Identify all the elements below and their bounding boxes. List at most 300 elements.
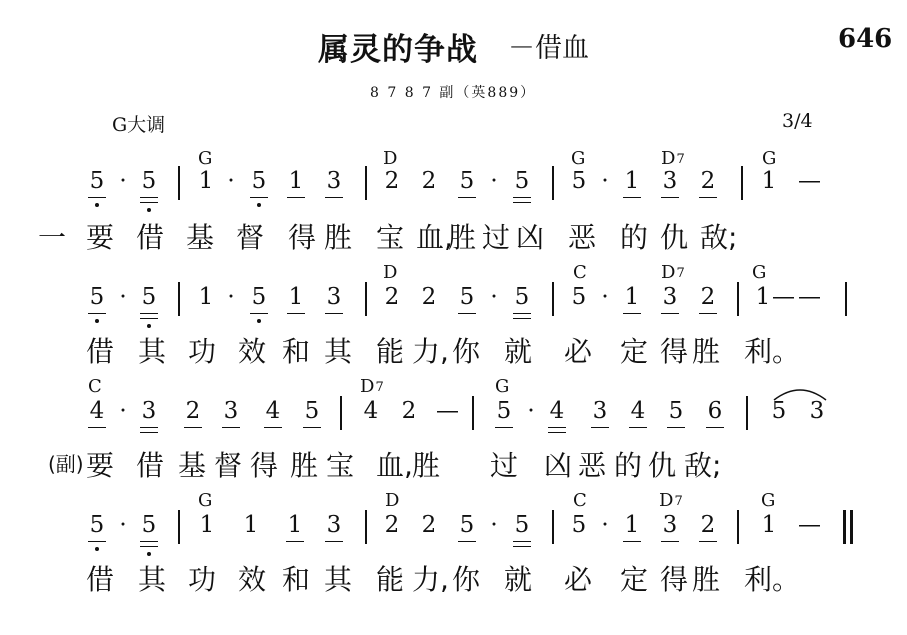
- note: [458, 512, 476, 538]
- chord-symbol: G: [752, 262, 767, 283]
- note-glyph: 2: [700, 168, 716, 194]
- note: [197, 168, 215, 194]
- lyric-syllable: 胜: [412, 449, 441, 482]
- underline: [88, 541, 106, 542]
- note-glyph: 5: [304, 398, 320, 424]
- lyric-syllable: 基: [186, 221, 215, 254]
- lyric-syllable: 督: [214, 449, 243, 482]
- underline: [303, 427, 321, 428]
- lyric-syllable: 得: [660, 335, 689, 368]
- lyric-syllable: 血,: [416, 221, 453, 254]
- note-glyph: 2: [384, 284, 400, 310]
- barline: [365, 282, 367, 316]
- chord-symbol: C: [573, 262, 587, 283]
- underline: [699, 197, 717, 198]
- underline: [629, 427, 647, 428]
- lyric-syllable: 效: [238, 563, 267, 596]
- augmentation-dot: [116, 398, 130, 424]
- underline: [140, 546, 158, 547]
- lyric-syllable: 得: [288, 221, 317, 254]
- chord-symbol: C: [88, 376, 102, 397]
- note: [325, 512, 343, 538]
- augmentation-dot: [487, 168, 501, 194]
- note-glyph: ·: [527, 398, 535, 424]
- note-glyph: ·: [601, 168, 609, 194]
- barline: [178, 510, 180, 544]
- lyric-syllable: 就: [504, 335, 533, 368]
- underline: [495, 427, 513, 428]
- lyric-syllable: 能: [376, 335, 405, 368]
- underline: [513, 546, 531, 547]
- underline: [548, 432, 566, 433]
- note: [88, 284, 106, 310]
- note: [760, 512, 778, 538]
- augmentation-dot: [598, 168, 612, 194]
- barline: [365, 166, 367, 200]
- extension-dash: [798, 512, 821, 538]
- underline: [250, 197, 268, 198]
- note: [140, 398, 158, 424]
- barline: [552, 166, 554, 200]
- final-barline: [843, 510, 846, 544]
- note-glyph: 4: [363, 398, 379, 424]
- extension-dash: [772, 284, 795, 310]
- note-glyph: —: [798, 512, 821, 538]
- note-glyph: 1: [761, 512, 777, 538]
- note: [570, 284, 588, 310]
- lyric-syllable: 其: [138, 563, 167, 596]
- underline: [591, 427, 609, 428]
- lyric-syllable: 仇: [648, 449, 677, 482]
- lyric-syllable: 和: [282, 563, 311, 596]
- chord-symbol: D: [385, 490, 400, 511]
- note-glyph: ·: [119, 168, 127, 194]
- note-glyph: 5: [89, 284, 105, 310]
- refrain-marker: (副): [48, 452, 84, 476]
- lyric-syllable: 定: [620, 335, 649, 368]
- underline: [140, 202, 158, 203]
- note: [699, 284, 717, 310]
- note-glyph: 5: [89, 168, 105, 194]
- note-glyph: 3: [662, 512, 678, 538]
- lyric-syllable: 借: [86, 335, 115, 368]
- note: [623, 512, 641, 538]
- augmentation-dot: [224, 168, 238, 194]
- lyric-syllable: 督: [236, 221, 265, 254]
- underline: [513, 197, 531, 198]
- lyric-syllable: 仇: [660, 221, 689, 254]
- note: [287, 284, 305, 310]
- note: [140, 168, 158, 194]
- barline: [737, 510, 739, 544]
- note-glyph: 1: [624, 512, 640, 538]
- note-glyph: 5: [514, 284, 530, 310]
- note: [383, 168, 401, 194]
- chord-extension: 7: [674, 494, 683, 509]
- note-glyph: 1: [198, 284, 214, 310]
- underline: [548, 427, 566, 428]
- note: [250, 168, 268, 194]
- lyric-syllable: 的: [620, 221, 649, 254]
- note-glyph: ·: [119, 284, 127, 310]
- lyric-syllable: 借: [86, 563, 115, 596]
- lyric-syllable: 其: [324, 335, 353, 368]
- barline: [178, 282, 180, 316]
- underline: [88, 427, 106, 428]
- note: [88, 512, 106, 538]
- note: [250, 284, 268, 310]
- note: [383, 284, 401, 310]
- note-glyph: 1: [199, 512, 215, 538]
- lower-octave-dot: [257, 319, 261, 323]
- augmentation-dot: [487, 512, 501, 538]
- note-glyph: —: [798, 284, 821, 310]
- underline: [699, 313, 717, 314]
- note-glyph: ·: [601, 512, 609, 538]
- chord-symbol: $D_7$: [661, 148, 685, 169]
- lyric-syllable: 宝: [326, 449, 355, 482]
- lower-octave-dot: [147, 552, 151, 556]
- note-glyph: 5: [251, 284, 267, 310]
- note: [286, 512, 304, 538]
- note: [570, 512, 588, 538]
- note: [661, 284, 679, 310]
- note-glyph: 3: [223, 398, 239, 424]
- lyric-syllable: 胜: [324, 221, 353, 254]
- note-glyph: 2: [700, 512, 716, 538]
- note-glyph: ·: [227, 168, 235, 194]
- underline: [513, 318, 531, 319]
- note-glyph: 1: [287, 512, 303, 538]
- augmentation-dot: [598, 284, 612, 310]
- meter-line: 8 7 8 7 副（英889）: [370, 85, 537, 101]
- chord-symbol: $D_7$: [659, 490, 683, 511]
- note: [88, 398, 106, 424]
- augmentation-dot: [487, 284, 501, 310]
- underline: [661, 197, 679, 198]
- note-glyph: 5: [141, 284, 157, 310]
- note: [197, 284, 215, 310]
- hymn-subtitle: －借血: [508, 33, 589, 64]
- barline: [178, 166, 180, 200]
- chord-symbol: G: [761, 490, 776, 511]
- lyric-syllable: 敌;: [684, 449, 722, 482]
- chord-symbol: G: [198, 490, 213, 511]
- note-glyph: 5: [141, 512, 157, 538]
- note: [184, 398, 202, 424]
- note: [629, 398, 647, 424]
- lyric-syllable: 利。: [744, 563, 801, 596]
- note: [362, 398, 380, 424]
- underline: [513, 202, 531, 203]
- note-glyph: 5: [251, 168, 267, 194]
- underline: [287, 197, 305, 198]
- extension-dash: [798, 168, 821, 194]
- note-glyph: ·: [490, 168, 498, 194]
- note: [760, 168, 778, 194]
- hymn-number: 646: [838, 24, 893, 54]
- note-glyph: 3: [326, 512, 342, 538]
- barline: [552, 510, 554, 544]
- chord-symbol: G: [571, 148, 586, 169]
- note-glyph: 1: [755, 284, 771, 310]
- note: [222, 398, 240, 424]
- lyric-syllable: 胜: [692, 563, 721, 596]
- lyric-syllable: 过: [490, 449, 519, 482]
- lyric-syllable: 和: [282, 335, 311, 368]
- note-glyph: 6: [707, 398, 723, 424]
- lyric-syllable: 你: [452, 563, 481, 596]
- augmentation-dot: [116, 168, 130, 194]
- note: [513, 512, 531, 538]
- underline: [661, 313, 679, 314]
- note-glyph: 1: [288, 284, 304, 310]
- note-glyph: 5: [571, 284, 587, 310]
- final-barline: [850, 510, 853, 544]
- note: [513, 168, 531, 194]
- underline: [184, 427, 202, 428]
- note-glyph: 3: [326, 284, 342, 310]
- lyric-syllable: 过: [482, 221, 511, 254]
- note-glyph: ·: [490, 284, 498, 310]
- underline: [140, 432, 158, 433]
- chord-symbol: G: [762, 148, 777, 169]
- chord-symbol: G: [198, 148, 213, 169]
- lyric-syllable: 必: [564, 335, 593, 368]
- note: [699, 512, 717, 538]
- note-glyph: 5: [459, 512, 475, 538]
- note: [287, 168, 305, 194]
- note-glyph: 3: [141, 398, 157, 424]
- underline: [140, 197, 158, 198]
- underline: [140, 427, 158, 428]
- extension-dash: [436, 398, 459, 424]
- underline: [325, 197, 343, 198]
- underline: [513, 541, 531, 542]
- underline: [458, 313, 476, 314]
- lyric-syllable: 效: [238, 335, 267, 368]
- barline: [365, 510, 367, 544]
- time-signature: 3/4: [782, 110, 813, 132]
- note-glyph: 4: [265, 398, 281, 424]
- extension-dash: [798, 284, 821, 310]
- chord-symbol: G: [495, 376, 510, 397]
- note-glyph: 3: [809, 398, 825, 424]
- lyric-syllable: 要: [86, 449, 115, 482]
- underline: [458, 197, 476, 198]
- note: [458, 168, 476, 194]
- chord-extension: 7: [375, 380, 384, 395]
- note-glyph: 2: [384, 512, 400, 538]
- lyric-syllable: 就: [504, 563, 533, 596]
- underline: [623, 541, 641, 542]
- key-signature: G大调: [112, 114, 166, 136]
- note-glyph: 1: [288, 168, 304, 194]
- lyric-syllable: 功: [188, 335, 217, 368]
- note-glyph: 2: [421, 284, 437, 310]
- underline: [661, 541, 679, 542]
- note-glyph: —: [436, 398, 459, 424]
- note: [623, 284, 641, 310]
- underline: [88, 197, 106, 198]
- note-glyph: ·: [490, 512, 498, 538]
- underline: [458, 541, 476, 542]
- note-glyph: ·: [119, 398, 127, 424]
- lyric-syllable: 其: [324, 563, 353, 596]
- slur: [770, 384, 830, 404]
- note-glyph: —: [772, 284, 795, 310]
- barline: [746, 396, 748, 430]
- note-glyph: ·: [227, 284, 235, 310]
- lyric-syllable: 功: [188, 563, 217, 596]
- lyric-syllable: 借: [136, 449, 165, 482]
- chord-extension: 7: [676, 266, 685, 281]
- lyric-syllable: 基: [178, 449, 207, 482]
- underline: [140, 313, 158, 314]
- note-glyph: 2: [700, 284, 716, 310]
- lyric-syllable: 力,: [412, 563, 449, 596]
- chord-extension: 7: [676, 152, 685, 167]
- note: [706, 398, 724, 424]
- lyric-syllable: 的: [614, 449, 643, 482]
- underline: [623, 197, 641, 198]
- note: [667, 398, 685, 424]
- note-glyph: 5: [141, 168, 157, 194]
- underline: [513, 313, 531, 314]
- note: [383, 512, 401, 538]
- note-glyph: 2: [421, 512, 437, 538]
- note-glyph: 1: [624, 284, 640, 310]
- note-glyph: 4: [630, 398, 646, 424]
- note-glyph: 5: [571, 512, 587, 538]
- underline: [264, 427, 282, 428]
- lyric-syllable: 宝: [376, 221, 405, 254]
- lower-octave-dot: [147, 324, 151, 328]
- note-glyph: 3: [592, 398, 608, 424]
- note-glyph: 5: [514, 168, 530, 194]
- chord-symbol: $D_7$: [661, 262, 685, 283]
- note: [420, 168, 438, 194]
- note-glyph: ·: [601, 284, 609, 310]
- lyric-syllable: 利。: [744, 335, 801, 368]
- note: [570, 168, 588, 194]
- note: [198, 512, 216, 538]
- lyric-syllable: 敌;: [700, 221, 738, 254]
- note-glyph: 2: [384, 168, 400, 194]
- underline: [250, 313, 268, 314]
- lower-octave-dot: [95, 203, 99, 207]
- barline: [845, 282, 847, 316]
- note-glyph: ·: [119, 512, 127, 538]
- lower-octave-dot: [147, 208, 151, 212]
- underline: [140, 541, 158, 542]
- lyric-syllable: 能: [376, 563, 405, 596]
- lyric-syllable: 得: [660, 563, 689, 596]
- barline: [340, 396, 342, 430]
- lyric-syllable: 胜: [448, 221, 477, 254]
- lyric-syllable: 恶: [568, 221, 597, 254]
- augmentation-dot: [116, 512, 130, 538]
- notation-line: [0, 168, 907, 208]
- lyric-syllable: 借: [136, 221, 165, 254]
- note-glyph: 5: [496, 398, 512, 424]
- note-glyph: 5: [89, 512, 105, 538]
- note: [140, 284, 158, 310]
- note-glyph: 5: [514, 512, 530, 538]
- note: [548, 398, 566, 424]
- lower-octave-dot: [257, 203, 261, 207]
- note: [661, 512, 679, 538]
- lyric-syllable: 凶: [544, 449, 573, 482]
- note-glyph: 2: [401, 398, 417, 424]
- chord-symbol: $D_7$: [360, 376, 384, 397]
- note: [140, 512, 158, 538]
- note-glyph: 5: [668, 398, 684, 424]
- lyric-syllable: 恶: [578, 449, 607, 482]
- note-glyph: 4: [549, 398, 565, 424]
- lower-octave-dot: [95, 319, 99, 323]
- note-glyph: 5: [459, 284, 475, 310]
- note: [303, 398, 321, 424]
- note: [88, 168, 106, 194]
- note-glyph: 3: [662, 168, 678, 194]
- underline: [325, 541, 343, 542]
- note: [264, 398, 282, 424]
- barline: [472, 396, 474, 430]
- lyric-syllable: 你: [452, 335, 481, 368]
- underline: [699, 541, 717, 542]
- note: [400, 398, 418, 424]
- note-glyph: 5: [771, 398, 787, 424]
- barline: [737, 282, 739, 316]
- note-glyph: 5: [459, 168, 475, 194]
- note-glyph: 1: [198, 168, 214, 194]
- chord-symbol: C: [573, 490, 587, 511]
- underline: [325, 313, 343, 314]
- barline: [552, 282, 554, 316]
- underline: [706, 427, 724, 428]
- note-glyph: 2: [185, 398, 201, 424]
- note: [420, 284, 438, 310]
- notation-line: [0, 284, 907, 324]
- underline: [88, 313, 106, 314]
- note: [699, 168, 717, 194]
- notation-line: [0, 398, 907, 438]
- lower-octave-dot: [95, 547, 99, 551]
- lyric-syllable: 胜: [290, 449, 319, 482]
- lyric-syllable: 一: [38, 221, 67, 254]
- augmentation-dot: [116, 284, 130, 310]
- note: [325, 168, 343, 194]
- barline: [741, 166, 743, 200]
- underline: [667, 427, 685, 428]
- note-glyph: 5: [571, 168, 587, 194]
- underline: [287, 313, 305, 314]
- augmentation-dot: [524, 398, 538, 424]
- note: [591, 398, 609, 424]
- lyric-syllable: 凶: [516, 221, 545, 254]
- note: [420, 512, 438, 538]
- chord-symbol: D: [383, 148, 398, 169]
- underline: [286, 541, 304, 542]
- note: [325, 284, 343, 310]
- underline: [623, 313, 641, 314]
- note-glyph: 3: [326, 168, 342, 194]
- lyric-syllable: 血,: [376, 449, 413, 482]
- note: [623, 168, 641, 194]
- note: [495, 398, 513, 424]
- lyric-syllable: 力,: [412, 335, 449, 368]
